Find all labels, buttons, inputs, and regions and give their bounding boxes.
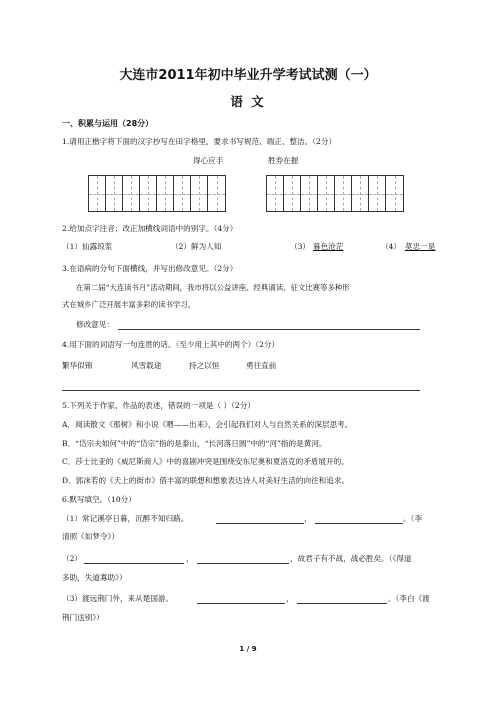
grid-cell[interactable] [123, 176, 140, 211]
q6-p3-comma: ， [286, 594, 294, 603]
q6-p3-blank-2[interactable] [297, 603, 387, 604]
q4-word: 繁华似锦 [62, 361, 93, 370]
q1-phrase-left: 得心应手 [193, 156, 224, 165]
q6-stem: 6.默写填空。（10分） [62, 495, 136, 504]
page-number: 1 / 9 [239, 645, 257, 653]
grid-cell[interactable] [157, 176, 174, 211]
q6-p1-comma: ， [304, 514, 312, 523]
grid-cell[interactable] [386, 176, 403, 211]
grid-cell[interactable] [335, 176, 352, 211]
q4-word: 持之以恒 [189, 361, 220, 370]
q6-p1-text: （1）常记溪亭日暮，沉醉不知归路。 [62, 514, 189, 523]
grid-cell[interactable] [174, 176, 191, 211]
q3-answer-line[interactable] [118, 329, 420, 330]
section-heading: 一、积累与运用（28分） [62, 119, 154, 128]
q4-stem: 4.用下面的词语写一句连贯的话。（至少用上其中的两个）（2分） [62, 340, 280, 349]
q6-p3-tail: 。（李白《渡 [388, 594, 430, 603]
exam-title: 大连市2011年初中毕业升学考试试测（一） [119, 68, 377, 83]
grid-cell[interactable] [89, 176, 106, 211]
q2-item-4-prefix: （4） [381, 242, 402, 251]
grid-cell[interactable] [140, 176, 157, 211]
q6-p3-blank-1[interactable] [197, 603, 285, 604]
grid-cell[interactable] [352, 176, 369, 211]
grid-cell[interactable] [369, 176, 386, 211]
q6-p1-source: 清照《如梦令》） [62, 532, 119, 541]
grid-cell[interactable] [106, 176, 123, 211]
q1-stem: 1.请用正楷字将下面的汉字抄写在田字格里，要求书写规范、端正、整洁。（2分） [62, 137, 337, 146]
grid-cell[interactable] [267, 176, 284, 211]
q6-p1-blank-2[interactable] [315, 523, 403, 524]
q4-word: 风雪载途 [131, 361, 162, 370]
grid-cell[interactable] [284, 176, 301, 211]
q5-stem: 5.下列关于作家、作品的表述，错误的一项是（ ）（2分） [62, 401, 255, 410]
q3-text-line2: 式在城乡广泛开展丰富多彩的读书学习。 [62, 300, 196, 309]
q6-p1-blank-1[interactable] [216, 523, 304, 524]
q6-p2-blank-1[interactable] [84, 563, 184, 564]
q2-item-3-prefix: （3） [290, 242, 311, 251]
grid-cell[interactable] [191, 176, 208, 211]
q6-p2-tail: ，故君子有不战，战必胜矣。（《得道 [290, 554, 412, 563]
q2-item-2: （2）鲜为人知 [171, 242, 222, 251]
q6-p2-text: （2） [62, 554, 83, 563]
grid-cell[interactable] [208, 176, 225, 211]
q3-stem: 3.在语病的分句下面横线，并写出修改意见。（2分） [62, 264, 238, 273]
q5-option-b: B．“岱宗夫如何”中的“岱宗”指的是泰山，“长河落日圆”中的“河”指的是黄河。 [62, 439, 327, 448]
q1-phrase-right: 胜券在握 [268, 156, 299, 165]
writing-grid-left[interactable] [88, 175, 226, 212]
writing-grid-right[interactable] [266, 175, 404, 212]
q2-item-3-word: 暮色沧茫 [313, 242, 344, 251]
q6-p2-blank-2[interactable] [197, 563, 289, 564]
q5-option-c: C．莎士比亚的《威尼斯商人》中的喜剧冲突是围绕安东尼奥和夏洛克的矛盾展开的。 [62, 457, 349, 466]
q3-answer-label: 修改意见： [76, 320, 114, 329]
q6-p3-text: （3）渡远荆门外，来从楚国游。 [62, 594, 174, 603]
q5-option-a: A．阅读散文《那树》和小说《喂——出来》，会引起我们对人与自然关系的深层思考。 [62, 420, 353, 429]
q6-p3-source: 荆门送别》） [62, 613, 104, 622]
grid-cell[interactable] [301, 176, 318, 211]
subject-title: 语 文 [230, 94, 266, 109]
q6-p1-tail: 。（李 [403, 514, 422, 523]
q4-word: 勇往直前 [246, 361, 277, 370]
q2-item-4-word: 莫忠一是 [405, 242, 436, 251]
q2-item-1: （1）仙露琼浆 [62, 242, 113, 251]
grid-cell[interactable] [318, 176, 335, 211]
q2-stem: 2.给加点字注音；改正加横线词语中的别字。（4分） [62, 224, 238, 233]
q6-p2-comma: ， [186, 554, 194, 563]
q3-text-line1: 在第二届“大连读书月”活动期间，我市将以公益讲座、经典诵读、征文比赛等多种形 [76, 283, 350, 292]
q5-option-d: D．郭沫若的《天上的街市》借丰富的联想和想象表达诗人对美好生活的向往和追求。 [62, 476, 350, 485]
q4-answer-line[interactable] [62, 390, 420, 391]
q6-p2-source: 多助，失道寡助》） [62, 573, 127, 582]
